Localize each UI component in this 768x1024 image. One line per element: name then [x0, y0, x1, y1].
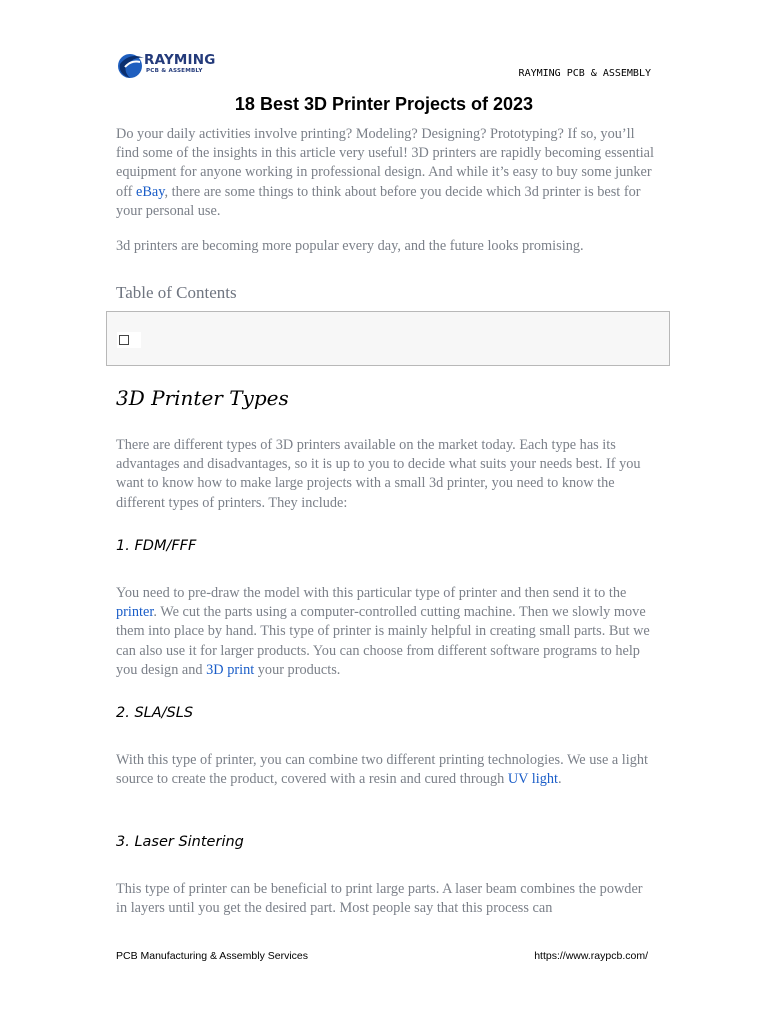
- header-company-name: RAYMING PCB & ASSEMBLY: [518, 68, 651, 79]
- heading-laser-sintering: 3. Laser Sintering: [116, 834, 244, 850]
- printer-types-paragraph: There are different types of 3D printers available on the market today. Each type has its advantages and disadvantages, so it is up to you to decide what suits your needs best. If you want to know how to make large projects with a small 3d printer, you need to know the different types of printers. They include:: [116, 437, 641, 511]
- toc-box: [106, 311, 670, 366]
- section-heading-printer-types: 3D Printer Types: [116, 386, 289, 410]
- uv-light-link[interactable]: UV light: [507, 771, 559, 788]
- intro-paragraph-1: [116, 125, 656, 221]
- printer-link[interactable]: printer: [116, 604, 154, 621]
- intro-text-a: Do your daily activities involve printing? Modeling? Designing? Prototyping? If so, you’ll find some of the insights in this article very useful! 3D printers are rapidly becoming essential equipment for anyone working in professional design. And while it’s easy to buy some junker off: [116, 126, 654, 200]
- intro-text-b: , there are some things to think about before you decide which 3d printer is best for your personal use.: [116, 183, 641, 219]
- logo-subtitle: PCB & ASSEMBLY: [146, 68, 203, 74]
- logo-swirl-icon: [116, 50, 146, 80]
- fdm-text-a: You need to pre-draw the model with this particular type of printer and then send it to the: [116, 585, 627, 601]
- logo-wordmark: RAYMING: [144, 52, 216, 68]
- intro-paragraph-2: 3d printers are becoming more popular every day, and the future looks promising.: [116, 238, 584, 254]
- fdm-text-c: your products.: [254, 661, 341, 678]
- footer-url[interactable]: https://www.raypcb.com/: [534, 950, 648, 962]
- laser-paragraph: This type of printer can be beneficial to print large parts. A laser beam combines the powder in layers until you get the desired part. Most people say that this process can: [116, 881, 643, 917]
- footer-services: PCB Manufacturing & Assembly Services: [116, 950, 308, 962]
- heading-sla: 2. SLA/SLS: [116, 705, 194, 721]
- toc-title: Table of Contents: [116, 283, 237, 302]
- toc-toggle[interactable]: [117, 332, 141, 348]
- fdm-text-b: . We cut the parts using a computer-controlled cutting machine. Then we slowly move them into place by hand. This type of printer is mainly helpful in creating small parts. But we can also use it for larger products. You can choose from different software programs to help you design and: [116, 604, 650, 678]
- page-title: 18 Best 3D Printer Projects of 2023: [234, 94, 534, 114]
- fdm-paragraph: [116, 584, 656, 680]
- rayming-logo: [116, 50, 226, 82]
- ebay-link[interactable]: eBay: [136, 183, 165, 200]
- 3d-print-link[interactable]: 3D print: [206, 661, 255, 678]
- sla-text-b: .: [558, 771, 562, 788]
- heading-fdm: 1. FDM/FFF: [116, 538, 197, 554]
- sla-paragraph: [116, 751, 656, 789]
- checkbox-icon: [119, 335, 129, 345]
- sla-text-a: With this type of printer, you can combine two different printing technologies. We use a light source to create the product, covered with a resin and cured through: [116, 752, 648, 788]
